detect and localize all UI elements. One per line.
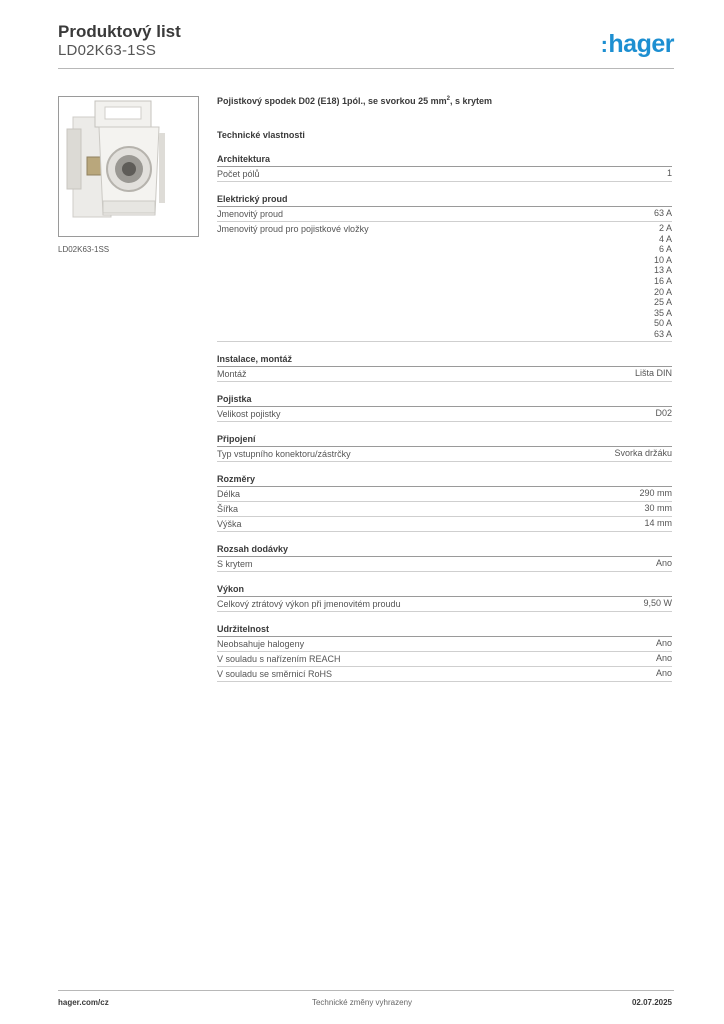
spec-value: Lišta DIN bbox=[634, 367, 672, 378]
document-title: Produktový list bbox=[58, 22, 181, 41]
spec-row bbox=[217, 517, 672, 532]
spec-section bbox=[217, 154, 672, 182]
section-title: Pojistka bbox=[217, 394, 672, 407]
spec-row bbox=[217, 597, 672, 612]
spec-row bbox=[217, 367, 672, 382]
spec-label: Jmenovitý proud pro pojistkové vložky bbox=[217, 224, 369, 234]
fuse-base-illustration bbox=[59, 97, 198, 236]
section-title: Udržitelnost bbox=[217, 624, 672, 637]
spec-label: Velikost pojistky bbox=[217, 408, 281, 419]
spec-values bbox=[656, 668, 672, 680]
spec-value: Ano bbox=[655, 652, 672, 663]
document-header bbox=[58, 22, 181, 60]
footer-date: 02.07.2025 bbox=[631, 998, 672, 1007]
spec-value: Ano bbox=[655, 667, 672, 678]
hager-logo: :hager bbox=[600, 30, 674, 58]
spec-value: Ano bbox=[655, 557, 672, 568]
spec-row bbox=[217, 557, 672, 572]
spec-label: Šířka bbox=[217, 503, 239, 514]
product-code: LD02K63-1SS bbox=[58, 42, 157, 59]
spec-label: Typ vstupního konektoru/zástrčky bbox=[217, 448, 351, 459]
spec-value: D02 bbox=[655, 407, 672, 418]
section-title: Elektrický proud bbox=[217, 194, 672, 207]
spec-value: 1 bbox=[666, 168, 672, 178]
spec-value: Svorka držáku bbox=[614, 447, 672, 458]
spec-row bbox=[217, 167, 672, 182]
spec-label: Výška bbox=[217, 518, 242, 529]
product-description: Pojistkový spodek D02 (E18) 1pól., se svorkou 25 $mm^2$, s krytem bbox=[217, 96, 492, 106]
spec-section bbox=[217, 434, 672, 462]
section-title: Připojení bbox=[217, 434, 672, 447]
spec-label: Délka bbox=[217, 488, 241, 499]
spec-row bbox=[217, 487, 672, 502]
spec-row bbox=[217, 652, 672, 667]
spec-value: 13 A bbox=[653, 265, 672, 276]
section-title: Instalace, montáž bbox=[217, 354, 672, 367]
spec-section bbox=[217, 624, 672, 682]
spec-label: S krytem bbox=[217, 558, 253, 569]
spec-row bbox=[217, 207, 672, 222]
spec-value: Ano bbox=[655, 637, 672, 648]
spec-values bbox=[644, 518, 672, 530]
spec-value: 25 A bbox=[653, 297, 672, 308]
spec-values bbox=[654, 208, 672, 220]
spec-section bbox=[217, 584, 672, 612]
spec-label: V souladu se směrnicí RoHS bbox=[217, 668, 333, 679]
spec-row bbox=[217, 667, 672, 682]
spec-label: Celkový ztrátový výkon při jmenovitém proudu bbox=[217, 598, 401, 609]
footer-divider bbox=[58, 990, 674, 991]
spec-content bbox=[217, 96, 672, 694]
section-title: Rozsah dodávky bbox=[217, 544, 672, 557]
spec-row bbox=[217, 637, 672, 652]
image-caption: LD02K63-1SS bbox=[58, 245, 110, 254]
spec-label: V souladu s nařízením REACH bbox=[217, 653, 341, 664]
spec-values bbox=[614, 448, 672, 460]
spec-value: 10 A bbox=[653, 254, 672, 265]
spec-value: 50 A bbox=[653, 318, 672, 329]
section-title: Rozměry bbox=[217, 474, 672, 487]
footer-notice: Technické změny vyhrazeny bbox=[311, 998, 413, 1007]
spec-section bbox=[217, 194, 672, 342]
spec-values bbox=[639, 488, 672, 500]
spec-section bbox=[217, 394, 672, 422]
spec-value: 16 A bbox=[653, 275, 672, 286]
spec-values bbox=[654, 223, 672, 340]
spec-values bbox=[667, 168, 672, 180]
footer-website[interactable]: hager.com/cz bbox=[58, 998, 109, 1007]
spec-values bbox=[644, 503, 672, 515]
spec-value: 9,50 W bbox=[643, 597, 672, 608]
spec-value: 4 A bbox=[658, 233, 672, 244]
spec-value: 35 A bbox=[653, 307, 672, 318]
spec-value: 14 mm bbox=[644, 517, 672, 528]
section-title: Výkon bbox=[217, 584, 672, 597]
logo-text: hager bbox=[608, 30, 674, 58]
spec-row bbox=[217, 407, 672, 422]
section-title: Architektura bbox=[217, 154, 672, 167]
technical-properties-title: Technické vlastnosti bbox=[217, 130, 305, 140]
spec-section bbox=[217, 474, 672, 532]
spec-values bbox=[656, 558, 672, 570]
spec-label: Počet pólů bbox=[217, 169, 260, 179]
spec-row bbox=[217, 222, 672, 342]
spec-value: 30 mm bbox=[644, 502, 672, 513]
spec-values bbox=[643, 598, 672, 610]
spec-value: 63 A bbox=[653, 208, 672, 218]
product-image bbox=[58, 96, 199, 237]
spec-label: Jmenovitý proud bbox=[217, 209, 284, 219]
spec-values bbox=[656, 638, 672, 650]
header-divider bbox=[58, 68, 674, 69]
spec-label: Neobsahuje halogeny bbox=[217, 638, 305, 649]
spec-value: 2 A bbox=[658, 223, 672, 233]
spec-value: 20 A bbox=[653, 286, 672, 297]
spec-section bbox=[217, 544, 672, 572]
spec-value: 290 mm bbox=[639, 487, 672, 498]
spec-label: Montáž bbox=[217, 368, 247, 379]
spec-value: 63 A bbox=[653, 328, 672, 339]
spec-row bbox=[217, 502, 672, 517]
spec-values bbox=[635, 368, 672, 380]
spec-row bbox=[217, 447, 672, 462]
spec-value: 6 A bbox=[658, 244, 672, 255]
spec-sections bbox=[217, 154, 672, 682]
spec-section bbox=[217, 354, 672, 382]
spec-values bbox=[656, 653, 672, 665]
spec-values bbox=[655, 408, 672, 420]
